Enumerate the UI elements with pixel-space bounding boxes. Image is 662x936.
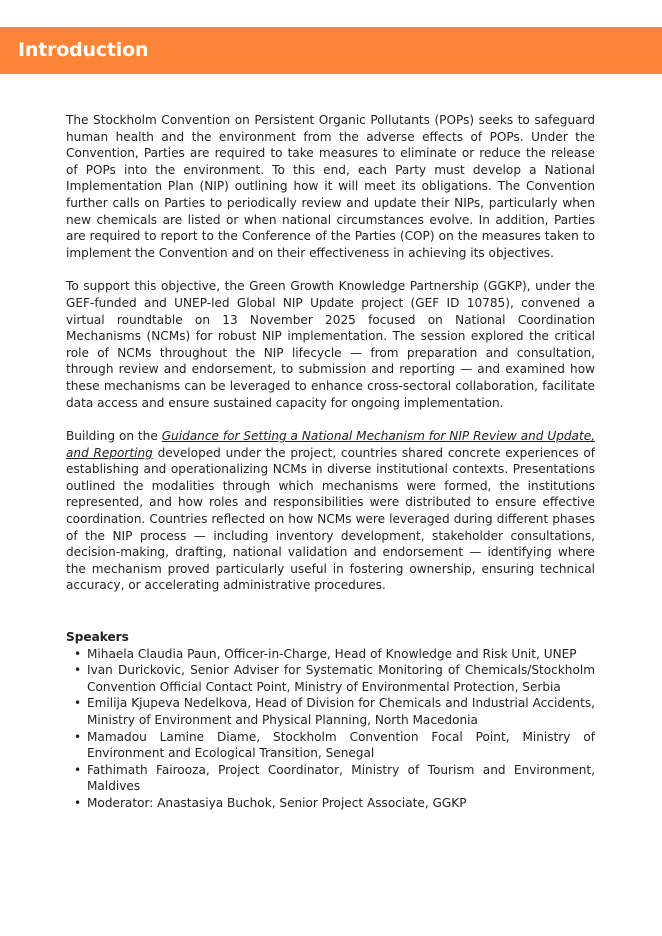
speaker-item: • Mamadou Lamine Diame, Stockholm Convention Focal Point, Ministry of Environment and Ecological Transition, Senegal — [87, 729, 595, 762]
speaker-item: • Fathimath Fairooza, Project Coordinator, Ministry of Tourism and Environment, Maldives — [87, 762, 595, 795]
speakers-heading: Speakers — [66, 630, 129, 645]
section-header-banner — [0, 27, 662, 74]
paragraph-3-lead: Building on the — [66, 429, 162, 444]
speaker-item: • Mihaela Claudia Paun, Officer-in-Charge, Head of Knowledge and Risk Unit, UNEP — [87, 646, 595, 663]
intro-paragraph-3 — [66, 428, 595, 594]
speakers-list — [66, 646, 595, 812]
guidance-link[interactable]: Guidance for Setting a National Mechanism for NIP Review and Update, and Reporting — [66, 429, 595, 460]
document-body — [66, 112, 595, 812]
speaker-item: • Ivan Durickovic, Senior Adviser for Systematic Monitoring of Chemicals/Stockholm Convention Official Contact Point, Ministry of Environmental Protection, Serbia — [87, 662, 595, 695]
section-title: Introduction — [18, 39, 149, 61]
intro-paragraph-1: The Stockholm Convention on Persistent Organic Pollutants (POPs) seeks to safeguard human health and the environment from the adverse effects of POPs. Under the Convention, Parties are required to take measures to eliminate or reduce the release of POPs into the environment. To this end, each Party must develop a National Implementation Plan (NIP) outlining how it will meet its obligations. The Convention further calls on Parties to periodically review and update their NIPs, particularly when new chemicals are listed or when national circumstances evolve. In addition, Parties are required to report to the Conference of the Parties (COP) on the measures taken to implement the Convention and on their effectiveness in achieving its objectives. — [66, 113, 595, 260]
paragraph-3-rest: developed under the project, countries shared concrete experiences of establishing and operationalizing NCMs in diverse institutional contexts. Presentations outlined the modalities through which mechanisms were formed, the institutions represented, and how roles and responsibilities were distributed to ensure effective coordination. Countries reflected on how NCMs were leveraged during different phases of the NIP process — including inventory development, stakeholder consultations, decision-making, drafting, national validation and endorsement — identifying where the mechanism proved particularly useful in fostering ownership, ensuring technical accuracy, or accelerating administrative procedures. — [66, 445, 595, 593]
intro-paragraph-2: To support this objective, the Green Growth Knowledge Partnership (GGKP), under the GEF-funded and UNEP-led Global NIP Update project (GEF ID 10785), convened a virtual roundtable on 13 November 2025 focused on National Coordination Mechanisms (NCMs) for robust NIP implementation. The session explored the critical role of NCMs throughout the NIP lifecycle — from preparation and consultation, through review and endorsement, to submission and reporting — and examined how these mechanisms can be leveraged to enhance cross-sectoral collaboration, facilitate data access and ensure sustained capacity for ongoing implementation. — [66, 279, 595, 410]
speaker-item: • Moderator: Anastasiya Buchok, Senior Project Associate, GGKP — [87, 795, 595, 812]
speaker-item: • Emilija Kjupeva Nedelkova, Head of Division for Chemicals and Industrial Accidents, Ministry of Environment and Physical Planning, North Macedonia — [87, 695, 595, 728]
